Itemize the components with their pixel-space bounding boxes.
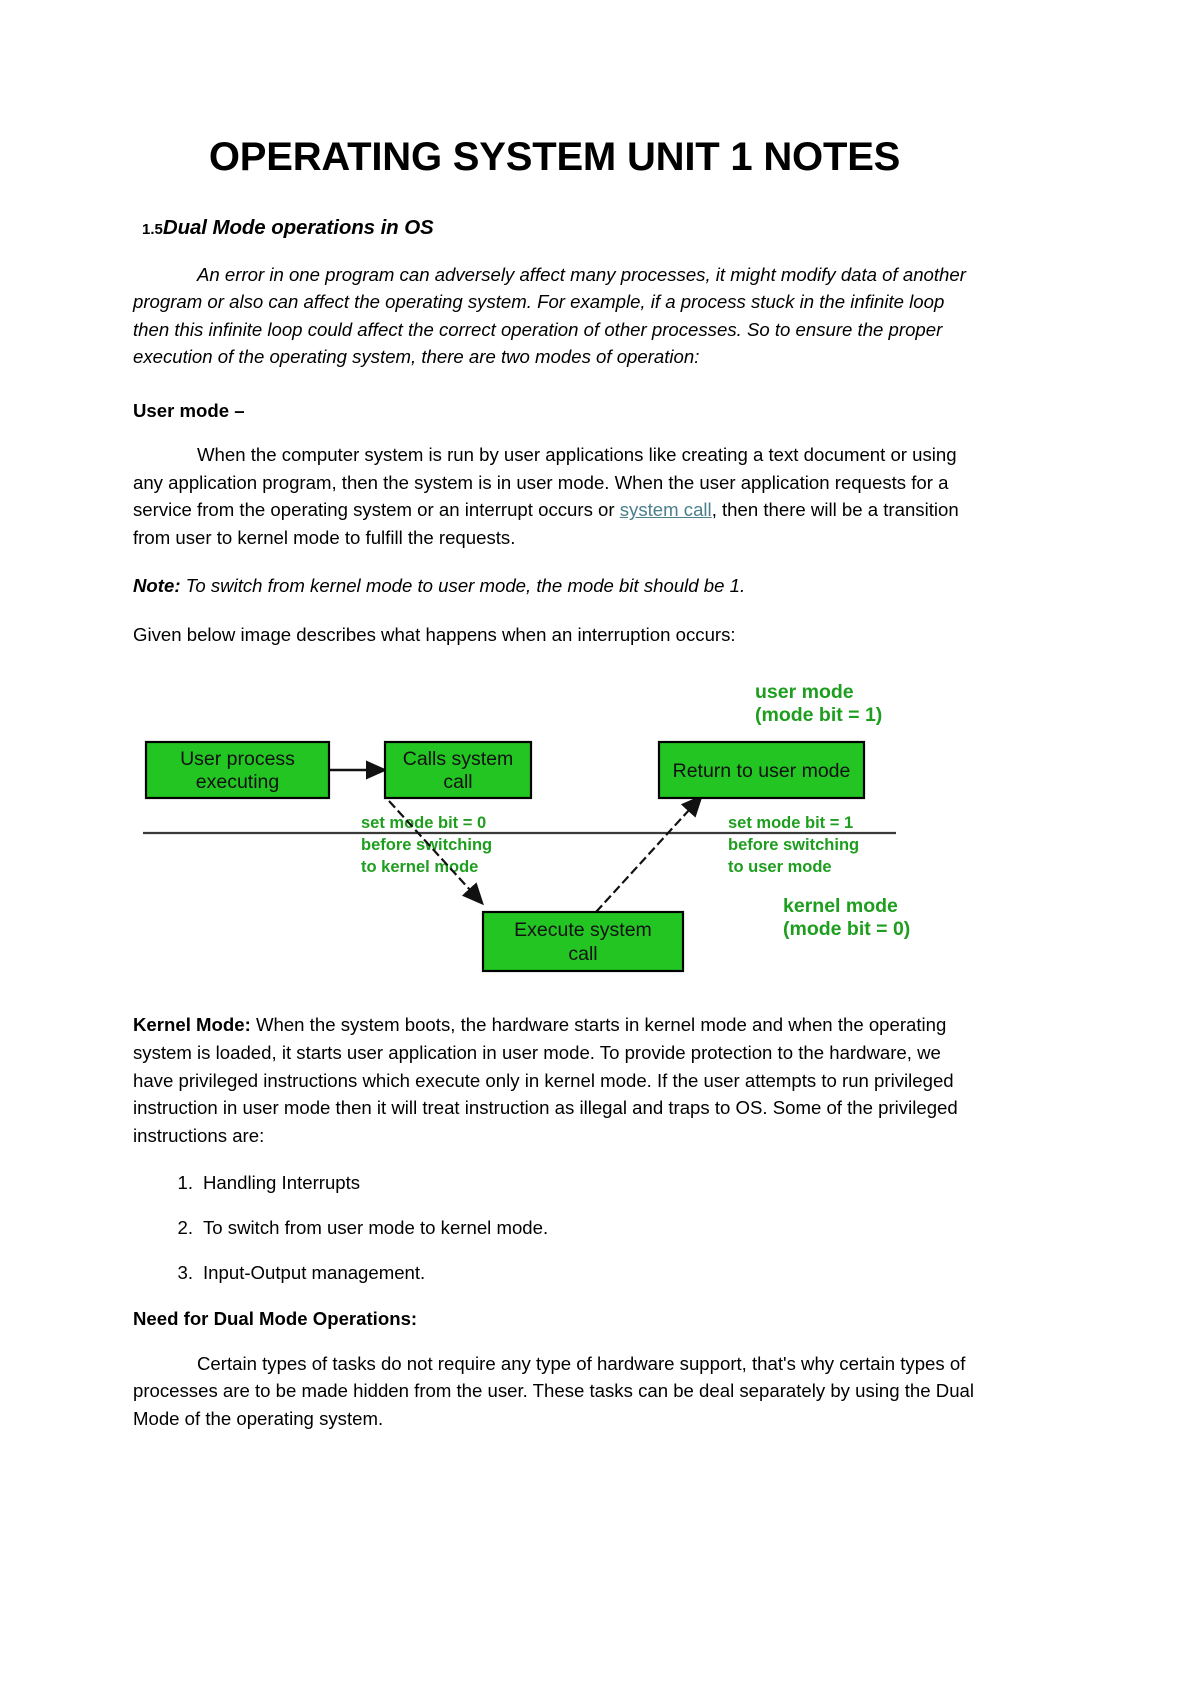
figure-caption: Given below image describes what happens when an interruption occurs:	[133, 623, 736, 645]
note-text: To switch from kernel mode to user mode, the mode bit should be 1.	[180, 575, 746, 597]
box-return-to-user-mode-line1: Return to user mode	[672, 760, 851, 783]
intro-paragraph	[133, 261, 976, 371]
right-note-line2: before switching	[728, 836, 860, 855]
right-note-line3: to user mode	[728, 858, 832, 877]
section-number: 1.5	[142, 220, 163, 238]
user-mode-paragraph	[133, 441, 976, 551]
intro-paragraph-text: An error in one program can adversely affect many processes, it might modify data of another program or also can affect the operating system. For example, if a process stuck in the infinite loop then this infinite loop could affect the correct operation of other processes. So to ensure the proper execution of the operating system, there are two modes of operation:	[133, 263, 966, 368]
system-call-link[interactable]: system call	[619, 499, 712, 521]
user-mode-annotation-line2: (mode bit = 1)	[755, 704, 883, 727]
left-note-line3: to kernel mode	[361, 858, 479, 877]
need-section-paragraph	[133, 1350, 976, 1433]
kernel-mode-annotation-line2: (mode bit = 0)	[783, 918, 911, 941]
kernel-mode-text: When the system boots, the hardware starts in kernel mode and when the operating system is loaded, it starts user application in user mode. To provide protection to the hardware, we have privileged instructions which execute only in kernel mode. If the user attempts to run privileged instruction in user mode then it will treat instruction as illegal and traps to OS. Some of the privileged instructions are:	[133, 1014, 958, 1146]
box-user-process-line1: User process	[180, 748, 295, 771]
need-section-text: Certain types of tasks do not require any type of hardware support, that's why certain types of processes are to be made hidden from the user. These tasks can be deal separately by using the Dual Mode of the operating system.	[133, 1352, 975, 1429]
kernel-mode-paragraph	[133, 1011, 976, 1149]
box-execute-system-call-line2: call	[568, 943, 598, 966]
list-item: To switch from user mode to kernel mode.	[203, 1217, 549, 1239]
need-section-heading: Need for Dual Mode Operations:	[133, 1308, 418, 1330]
list-item: Handling Interrupts	[203, 1172, 361, 1194]
privileged-instructions-list	[133, 1170, 976, 1286]
note-paragraph	[133, 572, 976, 600]
user-mode-text-part2: , then there will be a transition from user to kernel mode to fulfill the requests.	[133, 499, 959, 548]
right-note-line1: set mode bit = 1	[728, 814, 854, 833]
section-heading-text: Dual Mode operations in OS	[162, 215, 434, 239]
user-mode-annotation-line1: user mode	[755, 681, 854, 704]
note-label: Note:	[133, 575, 181, 597]
page-title: OPERATING SYSTEM UNIT 1 NOTES	[208, 135, 901, 179]
diagram-box-execute-system-call	[483, 912, 683, 971]
box-calls-system-call-line1: Calls system	[402, 748, 514, 771]
user-mode-text-part1: When the computer system is run by user applications like creating a text document or using any application program, then the system is in user mode. When the user application requests for a service from the operating system or an interrupt occurs or	[133, 444, 957, 521]
kernel-mode-label: Kernel Mode:	[133, 1014, 251, 1036]
box-user-process-line2: executing	[195, 771, 280, 794]
kernel-mode-annotation-line1: kernel mode	[783, 895, 898, 918]
diagram-box-calls-system-call	[385, 742, 531, 798]
list-item: Input-Output management.	[203, 1262, 426, 1284]
dual-mode-diagram	[133, 670, 976, 990]
user-mode-heading: User mode –	[133, 399, 245, 421]
section-heading	[133, 216, 976, 240]
diagram-box-return-to-user-mode	[659, 742, 864, 798]
left-note-line1: set mode bit = 0	[361, 814, 487, 833]
box-execute-system-call-line1: Execute system	[514, 919, 652, 942]
box-calls-system-call-line2: call	[443, 771, 473, 794]
diagram-box-user-process	[146, 742, 329, 798]
document-content	[133, 0, 976, 1432]
arrow-execute-to-return	[596, 798, 700, 912]
left-note-line2: before switching	[361, 836, 493, 855]
